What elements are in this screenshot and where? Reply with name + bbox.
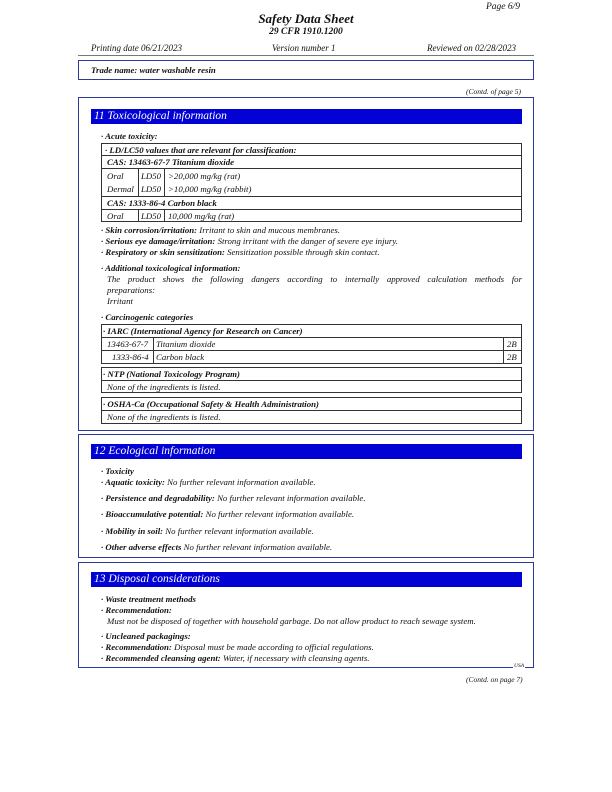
skin-corrosion-text: Irritant to skin and mucous membranes. bbox=[199, 225, 341, 235]
packaging-recommendation-label: · Recommendation: bbox=[101, 642, 172, 652]
document-subtitle: 29 CFR 1910.1200 bbox=[269, 27, 343, 37]
packaging-recommendation-text: Disposal must be made according to official regulations. bbox=[174, 642, 374, 652]
uncleaned-packagings-label: · Uncleaned packagings: bbox=[101, 631, 191, 641]
skin-corrosion-line bbox=[101, 225, 340, 236]
ld50-table-heading: · LD/LC50 values that are relevant for classification: bbox=[105, 145, 297, 155]
other-effects-label: · Other adverse effects bbox=[101, 542, 182, 552]
osha-text: None of the ingredients is listed. bbox=[107, 412, 221, 422]
cleansing-agent-text: Water, if necessary with cleansing agents. bbox=[222, 653, 370, 663]
acute-toxicity-label: · Acute toxicity: bbox=[101, 131, 158, 141]
route-cell: Dermal bbox=[107, 184, 134, 194]
persistence-line bbox=[101, 493, 366, 504]
sensitization-line bbox=[101, 247, 380, 258]
eye-damage-label: · Serious eye damage/irritation: bbox=[101, 236, 216, 246]
section-13-heading: 13 Disposal considerations bbox=[91, 572, 522, 587]
value-cell: 10,000 mg/kg (rat) bbox=[168, 211, 235, 221]
ntp-heading: · NTP (National Toxicology Program) bbox=[103, 369, 240, 379]
version-number: Version number 1 bbox=[272, 43, 336, 53]
type-cell: LD50 bbox=[141, 211, 162, 221]
additional-info-text: The product shows the following dangers according to internally approved calculation methods for bbox=[107, 274, 522, 284]
iarc-name-cell: Carbon black bbox=[156, 352, 205, 362]
eye-damage-line bbox=[101, 236, 398, 247]
recommendation-text: Must not be disposed of together with household garbage. Do not allow product to reach sewage system. bbox=[107, 616, 476, 626]
contd-on-next: (Contd. on page 7) bbox=[466, 675, 523, 684]
packaging-recommendation-line bbox=[101, 642, 374, 653]
iarc-category-cell: 2B bbox=[507, 352, 517, 362]
country-code: USA bbox=[514, 663, 525, 669]
type-cell: LD50 bbox=[141, 184, 162, 194]
other-effects-text: No further relevant information available. bbox=[183, 542, 333, 552]
cleansing-agent-line bbox=[101, 653, 369, 664]
cas-titanium-dioxide: CAS: 13463-67-7 Titanium dioxide bbox=[107, 157, 234, 167]
route-cell: Oral bbox=[107, 171, 124, 181]
persistence-text: No further relevant information available. bbox=[217, 493, 366, 503]
sensitization-text: Sensitization possible through skin contact. bbox=[227, 247, 380, 257]
cleansing-agent-label: · Recommended cleansing agent: bbox=[101, 653, 221, 663]
iarc-name-cell: Titanium dioxide bbox=[156, 339, 216, 349]
iarc-cas-cell: 1333-86-4 bbox=[112, 352, 149, 362]
eye-damage-text: Strong irritant with the danger of severe eye injury. bbox=[217, 236, 398, 246]
bioaccumulative-label: · Bioaccumulative potential: bbox=[101, 509, 204, 519]
additional-info-text-2: preparations: bbox=[107, 285, 156, 295]
additional-info-text-3: Irritant bbox=[107, 296, 133, 306]
page-number: Page 6/9 bbox=[485, 2, 520, 12]
aquatic-toxicity-line bbox=[101, 477, 316, 488]
sensitization-label: · Respiratory or skin sensitization: bbox=[101, 247, 225, 257]
route-cell: Oral bbox=[107, 211, 124, 221]
header-rule bbox=[78, 55, 534, 56]
osha-heading: · OSHA-Ca (Occupational Safety & Health Administration) bbox=[103, 399, 319, 409]
iarc-cas-cell: 13463-67-7 bbox=[107, 339, 149, 349]
mobility-text: No further relevant information available. bbox=[165, 526, 314, 536]
iarc-heading: · IARC (International Agency for Research on Cancer) bbox=[103, 326, 303, 336]
value-cell: >10,000 mg/kg (rabbit) bbox=[168, 184, 252, 194]
aquatic-toxicity-text: No further relevant information available. bbox=[167, 477, 316, 487]
printing-date: Printing date 06/21/2023 bbox=[91, 43, 182, 53]
other-effects-line bbox=[101, 542, 332, 553]
ntp-text: None of the ingredients is listed. bbox=[107, 382, 221, 392]
cas-carbon-black: CAS: 1333-86-4 Carbon black bbox=[107, 198, 217, 208]
aquatic-toxicity-label: · Aquatic toxicity: bbox=[101, 477, 165, 487]
iarc-category-cell: 2B bbox=[507, 339, 517, 349]
recommendation-label: · Recommendation: bbox=[101, 605, 172, 615]
type-cell: LD50 bbox=[141, 171, 162, 181]
toxicity-label: · Toxicity bbox=[101, 466, 134, 476]
trade-name: Trade name: water washable resin bbox=[91, 65, 216, 75]
carcinogenic-categories-label: · Carcinogenic categories bbox=[101, 312, 194, 322]
additional-info-label: · Additional toxicological information: bbox=[101, 263, 241, 273]
mobility-line bbox=[101, 526, 314, 537]
persistence-label: · Persistence and degradability: bbox=[101, 493, 215, 503]
document-title: Safety Data Sheet bbox=[258, 11, 354, 26]
mobility-label: · Mobility in soil: bbox=[101, 526, 164, 536]
section-11-heading: 11 Toxicological information bbox=[91, 109, 522, 124]
section-12-heading: 12 Ecological information bbox=[91, 444, 522, 459]
reviewed-date: Reviewed on 02/28/2023 bbox=[427, 43, 516, 53]
bioaccumulative-line bbox=[101, 509, 354, 520]
skin-corrosion-label: · Skin corrosion/irritation: bbox=[101, 225, 198, 235]
value-cell: >20,000 mg/kg (rat) bbox=[168, 171, 241, 181]
bioaccumulative-text: No further relevant information available. bbox=[205, 509, 355, 519]
waste-treatment-label: · Waste treatment methods bbox=[101, 594, 196, 604]
contd-from-previous: (Contd. of page 5) bbox=[466, 87, 521, 96]
